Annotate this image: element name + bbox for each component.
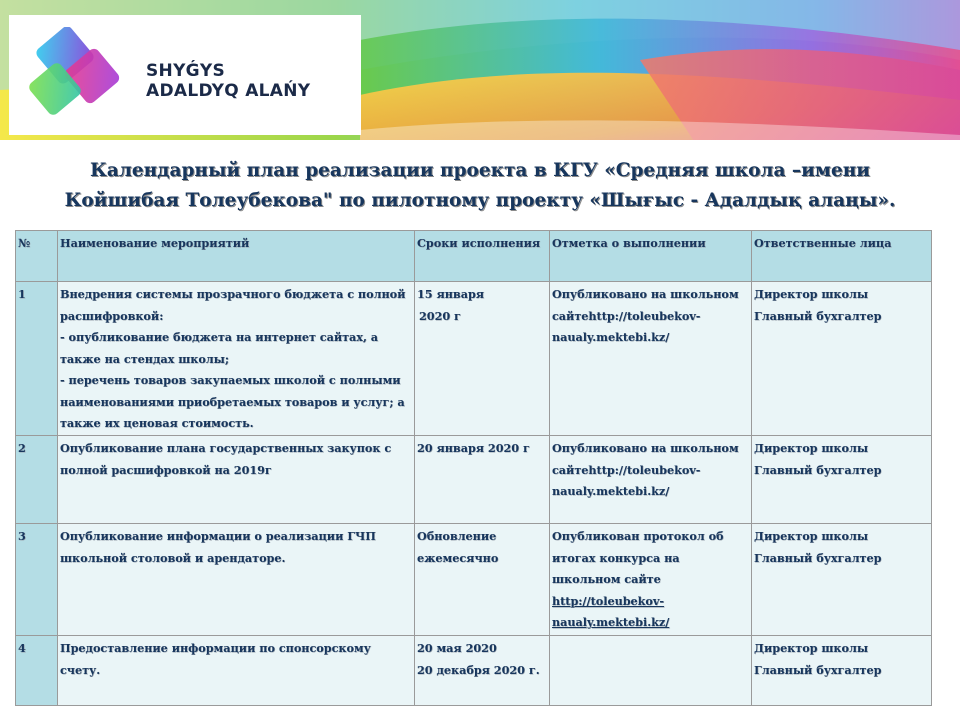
row-num: 4 [16,636,58,706]
table-row [16,524,932,636]
row-resp-line: Главный бухгалтер [754,662,882,677]
row-name [58,282,415,436]
row-name-line: - перечень товаров закупаемых школой с полными наименованиями приобретаемых товаров и услуг; а также их ценовая стоимость. [60,373,405,430]
row-resp-line: Директор школы [754,441,869,455]
table-row [16,436,932,524]
row-resp [752,436,932,524]
row-name-line: Опубликование информации о реализации ГЧП школьной столовой и арендаторе. [60,529,376,565]
row-date [415,282,550,436]
row-resp-line: Директор школы [754,287,869,301]
row-mark-text: Опубликован протокол об итогах конкурса на школьном сайте [552,529,724,586]
row-num: 3 [16,524,58,636]
row-mark [550,524,752,636]
row-mark [550,636,752,706]
title-line-2: Койшибая Толеубекова" по пилотному проекту «Шығыс - Адалдық алаңы». [64,190,896,211]
table-header-row [16,231,932,282]
row-name-line: Предоставление информации по спонсорскому счету. [60,641,371,677]
table-row [16,636,932,706]
row-resp-line: Директор школы [754,529,869,543]
row-mark: Опубликовано на школьном сайтеhttp://toleubekov-naualy.mektebi.kz/ [550,282,752,436]
row-date [415,436,550,524]
row-date [415,524,550,636]
row-resp-line: Главный бухгалтер [754,550,882,565]
row-date-line: 20 января 2020 г [417,441,530,455]
row-mark: Опубликовано на школьном сайтеhttp://toleubekov-naualy.mektebi.kz/ [550,436,752,524]
logo-icon [21,27,129,125]
row-resp [752,282,932,436]
header-name: Наименование мероприятий [58,231,415,282]
logo-panel [9,15,361,135]
row-resp-line: Главный бухгалтер [754,462,882,477]
table-row [16,282,932,436]
row-date-line: 2020 г [419,308,461,323]
header-mark: Отметка о выполнении [550,231,752,282]
row-date-line: 20 мая 2020 [417,641,497,655]
logo-line-1: SHYǴYS [146,61,226,81]
row-resp-line: Главный бухгалтер [754,308,882,323]
logo-line-2: ADALDYQ ALAŃY [146,81,311,101]
header-resp: Ответственные лица [752,231,932,282]
row-num: 2 [16,436,58,524]
row-name [58,524,415,636]
row-name [58,436,415,524]
row-date-line: Обновление ежемесячно [417,529,499,565]
logo-wordmark [146,61,310,101]
plan-table [15,230,932,706]
row-resp [752,636,932,706]
row-resp-line: Директор школы [754,641,869,655]
page-title [30,156,930,216]
row-date-line: 15 января [417,287,485,301]
row-date [415,636,550,706]
row-name-line: - опубликование бюджета на интернет сайтах, а также на стендах школы; [60,330,379,366]
row-name-line: Опубликование плана государственных закупок с полной расшифровкой на 2019г [60,441,392,477]
header-date: Сроки исполнения [415,231,550,282]
school-site-link[interactable]: http://toleubekov-naualy.mektebi.kz/ [552,593,670,629]
title-line-1: Календарный план реализации проекта в КГУ «Средняя школа –имени [90,160,870,181]
row-date-line: 20 декабря 2020 г. [417,662,540,677]
row-name-line: Внедрения системы прозрачного бюджета с полной расшифровкой: [60,287,406,323]
row-resp [752,524,932,636]
row-name [58,636,415,706]
header-num: № [16,231,58,282]
row-num: 1 [16,282,58,436]
